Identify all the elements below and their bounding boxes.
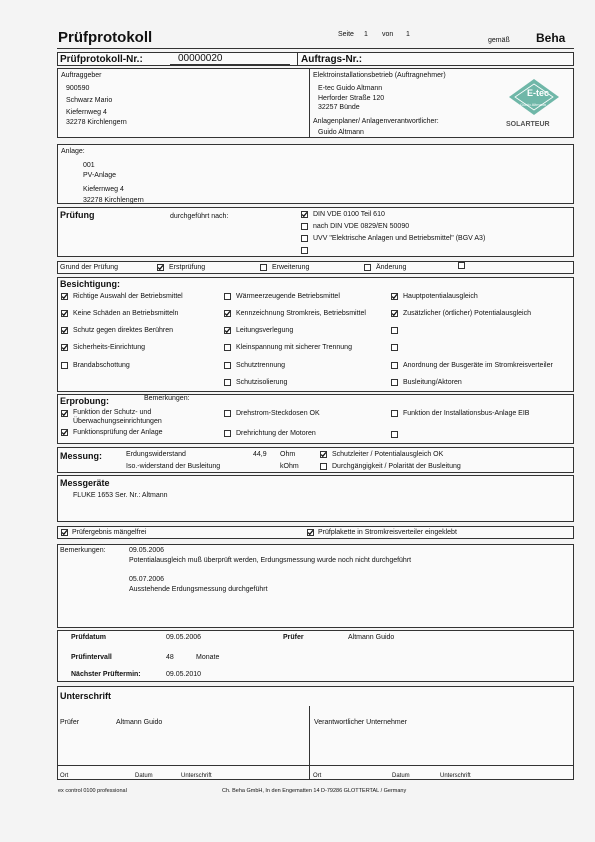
erdung-unit: Ohm — [280, 451, 296, 458]
besichtigung-label: Besichtigung: — [60, 279, 120, 289]
erprobung-bemerk-label: Bemerkungen: — [144, 395, 190, 402]
besichtigung-checkbox[interactable] — [61, 327, 68, 334]
logo-sub: Guido Altmann — [520, 102, 547, 107]
seite-value: 1 — [364, 31, 368, 38]
erprobung-item: Funktion der Installationsbus-Anlage EIB — [403, 410, 530, 417]
sig-verantw-label: Verantwortlicher Unternehmer — [314, 719, 407, 726]
erprobung-label: Erprobung: — [60, 396, 109, 406]
besichtigung-checkbox[interactable] — [61, 310, 68, 317]
besichtigung-item: Wärmeerzeugende Betriebsmittel — [236, 293, 340, 300]
von-label: von — [382, 31, 394, 38]
grund-option: Erstprüfung — [169, 264, 206, 271]
signature-line — [57, 765, 574, 766]
bemerkungen-line: Ausstehende Erdungsmessung durchgeführt — [129, 586, 268, 593]
sig-unterschrift: Unterschrift — [181, 773, 212, 779]
von-value: 1 — [406, 31, 410, 38]
pruefung-label: Prüfung — [60, 210, 95, 220]
pruefung-checkbox[interactable] — [301, 235, 308, 242]
pruefintervall-unit: Monate — [196, 654, 220, 661]
besichtigung-item: Hauptpotentialausgleich — [403, 293, 478, 300]
sig-pruefer-value: Altmann Guido — [116, 719, 163, 726]
grund-option: Änderung — [376, 264, 407, 271]
auftrags-nr-label: Auftrags-Nr.: — [301, 54, 363, 65]
auftraggeber-label: Auftraggeber — [61, 72, 102, 79]
sig-ort: Ort — [60, 773, 69, 779]
ergebnis-option: Prüfplakette in Stromkreisverteiler eingeklebt — [318, 529, 457, 536]
erprobung-checkbox[interactable] — [224, 430, 231, 437]
besichtigung-checkbox[interactable] — [224, 293, 231, 300]
planer-value: Guido Altmann — [318, 129, 364, 136]
besichtigung-item: Brandabschottung — [73, 362, 130, 369]
grund-checkbox[interactable] — [157, 264, 164, 271]
besichtigung-item: Kennzeichnung Stromkreis, Betriebsmittel — [236, 310, 366, 317]
anlage-line: 32278 Kirchlengern — [83, 197, 144, 204]
auftraggeber-line: Schwarz Mario — [66, 97, 113, 104]
auftraggeber-line: 32278 Kirchlengern — [66, 119, 127, 126]
besichtigung-item: Busleitung/Aktoren — [403, 379, 462, 386]
erprobung-item-line2: Überwachungseinrichtungen — [73, 418, 162, 425]
grund-checkbox[interactable] — [458, 262, 465, 269]
seite-label: Seite — [338, 31, 354, 38]
besichtigung-item: Richtige Auswahl der Betriebsmittel — [73, 293, 183, 300]
pruefung-checkbox[interactable] — [301, 211, 308, 218]
auftraggeber-line: Kiefernweg 4 — [66, 109, 107, 116]
parties-divider — [309, 68, 310, 138]
erprobung-checkbox[interactable] — [391, 431, 398, 438]
anlage-label: Anlage: — [61, 148, 85, 155]
besichtigung-checkbox[interactable] — [224, 310, 231, 317]
besichtigung-item: Schutz gegen direktes Berühren — [73, 327, 174, 334]
messung-checkbox[interactable] — [320, 451, 327, 458]
gemaess-label: gemäß — [488, 37, 510, 44]
bemerkungen-line: Potentialausgleich muß überprüft werden, Erdungsmessung wurde noch nicht durchgeführt — [129, 557, 412, 564]
besichtigung-checkbox[interactable] — [224, 344, 231, 351]
erdung-value: 44,9 — [253, 451, 267, 458]
pruefung-checkbox[interactable] — [301, 247, 308, 254]
erprobung-checkbox[interactable] — [224, 410, 231, 417]
grund-checkbox[interactable] — [260, 264, 267, 271]
besichtigung-item: Leitungsverlegung — [236, 327, 294, 334]
protokoll-nr-underline — [170, 64, 290, 65]
besichtigung-checkbox[interactable] — [391, 327, 398, 334]
unterschrift-label: Unterschrift — [60, 691, 112, 701]
sig-datum: Datum — [392, 773, 410, 779]
messung-option: Schutzleiter / Potentialausgleich OK — [332, 451, 444, 458]
bemerkungen-line: 09.05.2006 — [129, 547, 165, 554]
header-rule — [57, 48, 574, 49]
auftragnehmer-line: Herforder Straße 120 — [318, 95, 385, 102]
ergebnis-option: Prüfergebnis mängelfrei — [72, 529, 147, 536]
besichtigung-item: Zusätzlicher (örtlicher) Potentialausgleich — [403, 310, 531, 317]
ergebnis-checkbox[interactable] — [61, 529, 68, 536]
besichtigung-checkbox[interactable] — [61, 362, 68, 369]
besichtigung-item: Schutztrennung — [236, 362, 286, 369]
auftragnehmer-line: 32257 Bünde — [318, 104, 360, 111]
unterschrift-divider — [309, 706, 310, 780]
number-row-divider — [297, 52, 298, 66]
logo-text: E-tec — [527, 88, 550, 98]
pruefintervall-value: 48 — [166, 654, 174, 661]
besichtigung-checkbox[interactable] — [391, 344, 398, 351]
brand-name: Beha — [536, 31, 566, 45]
erprobung-checkbox[interactable] — [61, 429, 68, 436]
besichtigung-checkbox[interactable] — [391, 362, 398, 369]
anlage-line: Kiefernweg 4 — [83, 186, 124, 193]
pruefer-label: Prüfer — [283, 634, 304, 641]
auftragnehmer-line: E-tec Guido Altmann — [318, 85, 383, 92]
messung-option: Durchgängigkeit / Polarität der Busleitung — [332, 463, 461, 470]
sig-unterschrift: Unterschrift — [440, 773, 471, 779]
pruefung-option: nach DIN VDE 0829/EN 50090 — [313, 223, 410, 230]
pruefung-option: UVV "Elektrische Anlagen und Betriebsmittel" (BGV A3) — [313, 235, 486, 242]
iso-unit: kOhm — [280, 463, 299, 470]
sig-pruefer-label: Prüfer — [60, 719, 80, 726]
pruefung-option: DIN VDE 0100 Teil 610 — [313, 211, 385, 218]
naechster-value: 09.05.2010 — [166, 671, 202, 678]
besichtigung-item: Schutzisolierung — [236, 379, 288, 386]
erprobung-item: Funktionsprüfung der Anlage — [73, 429, 163, 436]
besichtigung-checkbox[interactable] — [391, 293, 398, 300]
besichtigung-item: Keine Schäden an Betriebsmitteln — [73, 310, 179, 317]
messgeraete-value: FLUKE 1653 Ser. Nr.: Altmann — [73, 492, 168, 499]
durchgefuehrt-label: durchgeführt nach: — [170, 213, 229, 220]
erprobung-checkbox[interactable] — [61, 410, 68, 417]
ergebnis-checkbox[interactable] — [307, 529, 314, 536]
anlage-line: 001 — [83, 162, 95, 169]
grund-label: Grund der Prüfung — [60, 264, 118, 271]
erprobung-item: Drehrichtung der Motoren — [236, 430, 316, 437]
besichtigung-item: Sicherheits-Einrichtung — [73, 344, 145, 351]
bemerkungen-label: Bemerkungen: — [60, 547, 106, 554]
erprobung-checkbox[interactable] — [391, 410, 398, 417]
anlage-box — [57, 144, 574, 204]
auftraggeber-line: 900590 — [66, 85, 90, 92]
messung-checkbox[interactable] — [320, 463, 327, 470]
protokoll-nr-label: Prüfprotokoll-Nr.: — [60, 54, 143, 65]
grund-box — [57, 261, 574, 274]
footer-left: ex control 0100 professional — [58, 788, 127, 794]
grund-checkbox[interactable] — [364, 264, 371, 271]
sig-ort: Ort — [313, 773, 322, 779]
iso-label: Iso.-widerstand der Busleitung — [126, 463, 221, 470]
besichtigung-checkbox[interactable] — [61, 293, 68, 300]
besichtigung-checkbox[interactable] — [391, 379, 398, 386]
etec-logo — [508, 78, 560, 116]
besichtigung-checkbox[interactable] — [224, 362, 231, 369]
naechster-label: Nächster Prüftermin: — [71, 671, 141, 678]
erprobung-item: Drehstrom-Steckdosen OK — [236, 410, 320, 417]
besichtigung-item: Anordnung der Busgeräte im Stromkreisverteiler — [403, 362, 553, 369]
solarteur-logo: SOLARTEUR — [506, 121, 550, 128]
bemerkungen-line: 05.07.2006 — [129, 576, 165, 583]
grund-option: Erweiterung — [272, 264, 310, 271]
besichtigung-checkbox[interactable] — [61, 344, 68, 351]
protokoll-nr-value: 00000020 — [178, 53, 223, 64]
pruefintervall-label: Prüfintervall — [71, 654, 112, 661]
sig-datum: Datum — [135, 773, 153, 779]
besichtigung-checkbox[interactable] — [224, 327, 231, 334]
besichtigung-item: Kleinspannung mit sicherer Trennung — [236, 344, 352, 351]
anlage-line: PV-Anlage — [83, 172, 117, 179]
erprobung-item: Funktion der Schutz- und — [73, 409, 152, 416]
page-title: Prüfprotokoll — [58, 29, 153, 46]
erdung-label: Erdungswiderstand — [126, 451, 186, 458]
pruefdatum-label: Prüfdatum — [71, 634, 106, 641]
pruefdatum-value: 09.05.2006 — [166, 634, 202, 641]
footer-right: Ch. Beha GmbH, In den Engematten 14 D-79286 GLOTTERTAL / Germany — [222, 788, 407, 794]
pruefer-value: Altmann Guido — [348, 634, 395, 641]
messung-label: Messung: — [60, 451, 103, 461]
messgeraete-label: Messgeräte — [60, 478, 110, 488]
besichtigung-checkbox[interactable] — [224, 379, 231, 386]
auftragnehmer-label: Elektroinstallationsbetrieb (Auftragnehmer) — [313, 72, 446, 79]
planer-label: Anlagenplaner/ Anlagenverantwortlicher: — [313, 118, 439, 125]
pruefung-checkbox[interactable] — [301, 223, 308, 230]
besichtigung-checkbox[interactable] — [391, 310, 398, 317]
